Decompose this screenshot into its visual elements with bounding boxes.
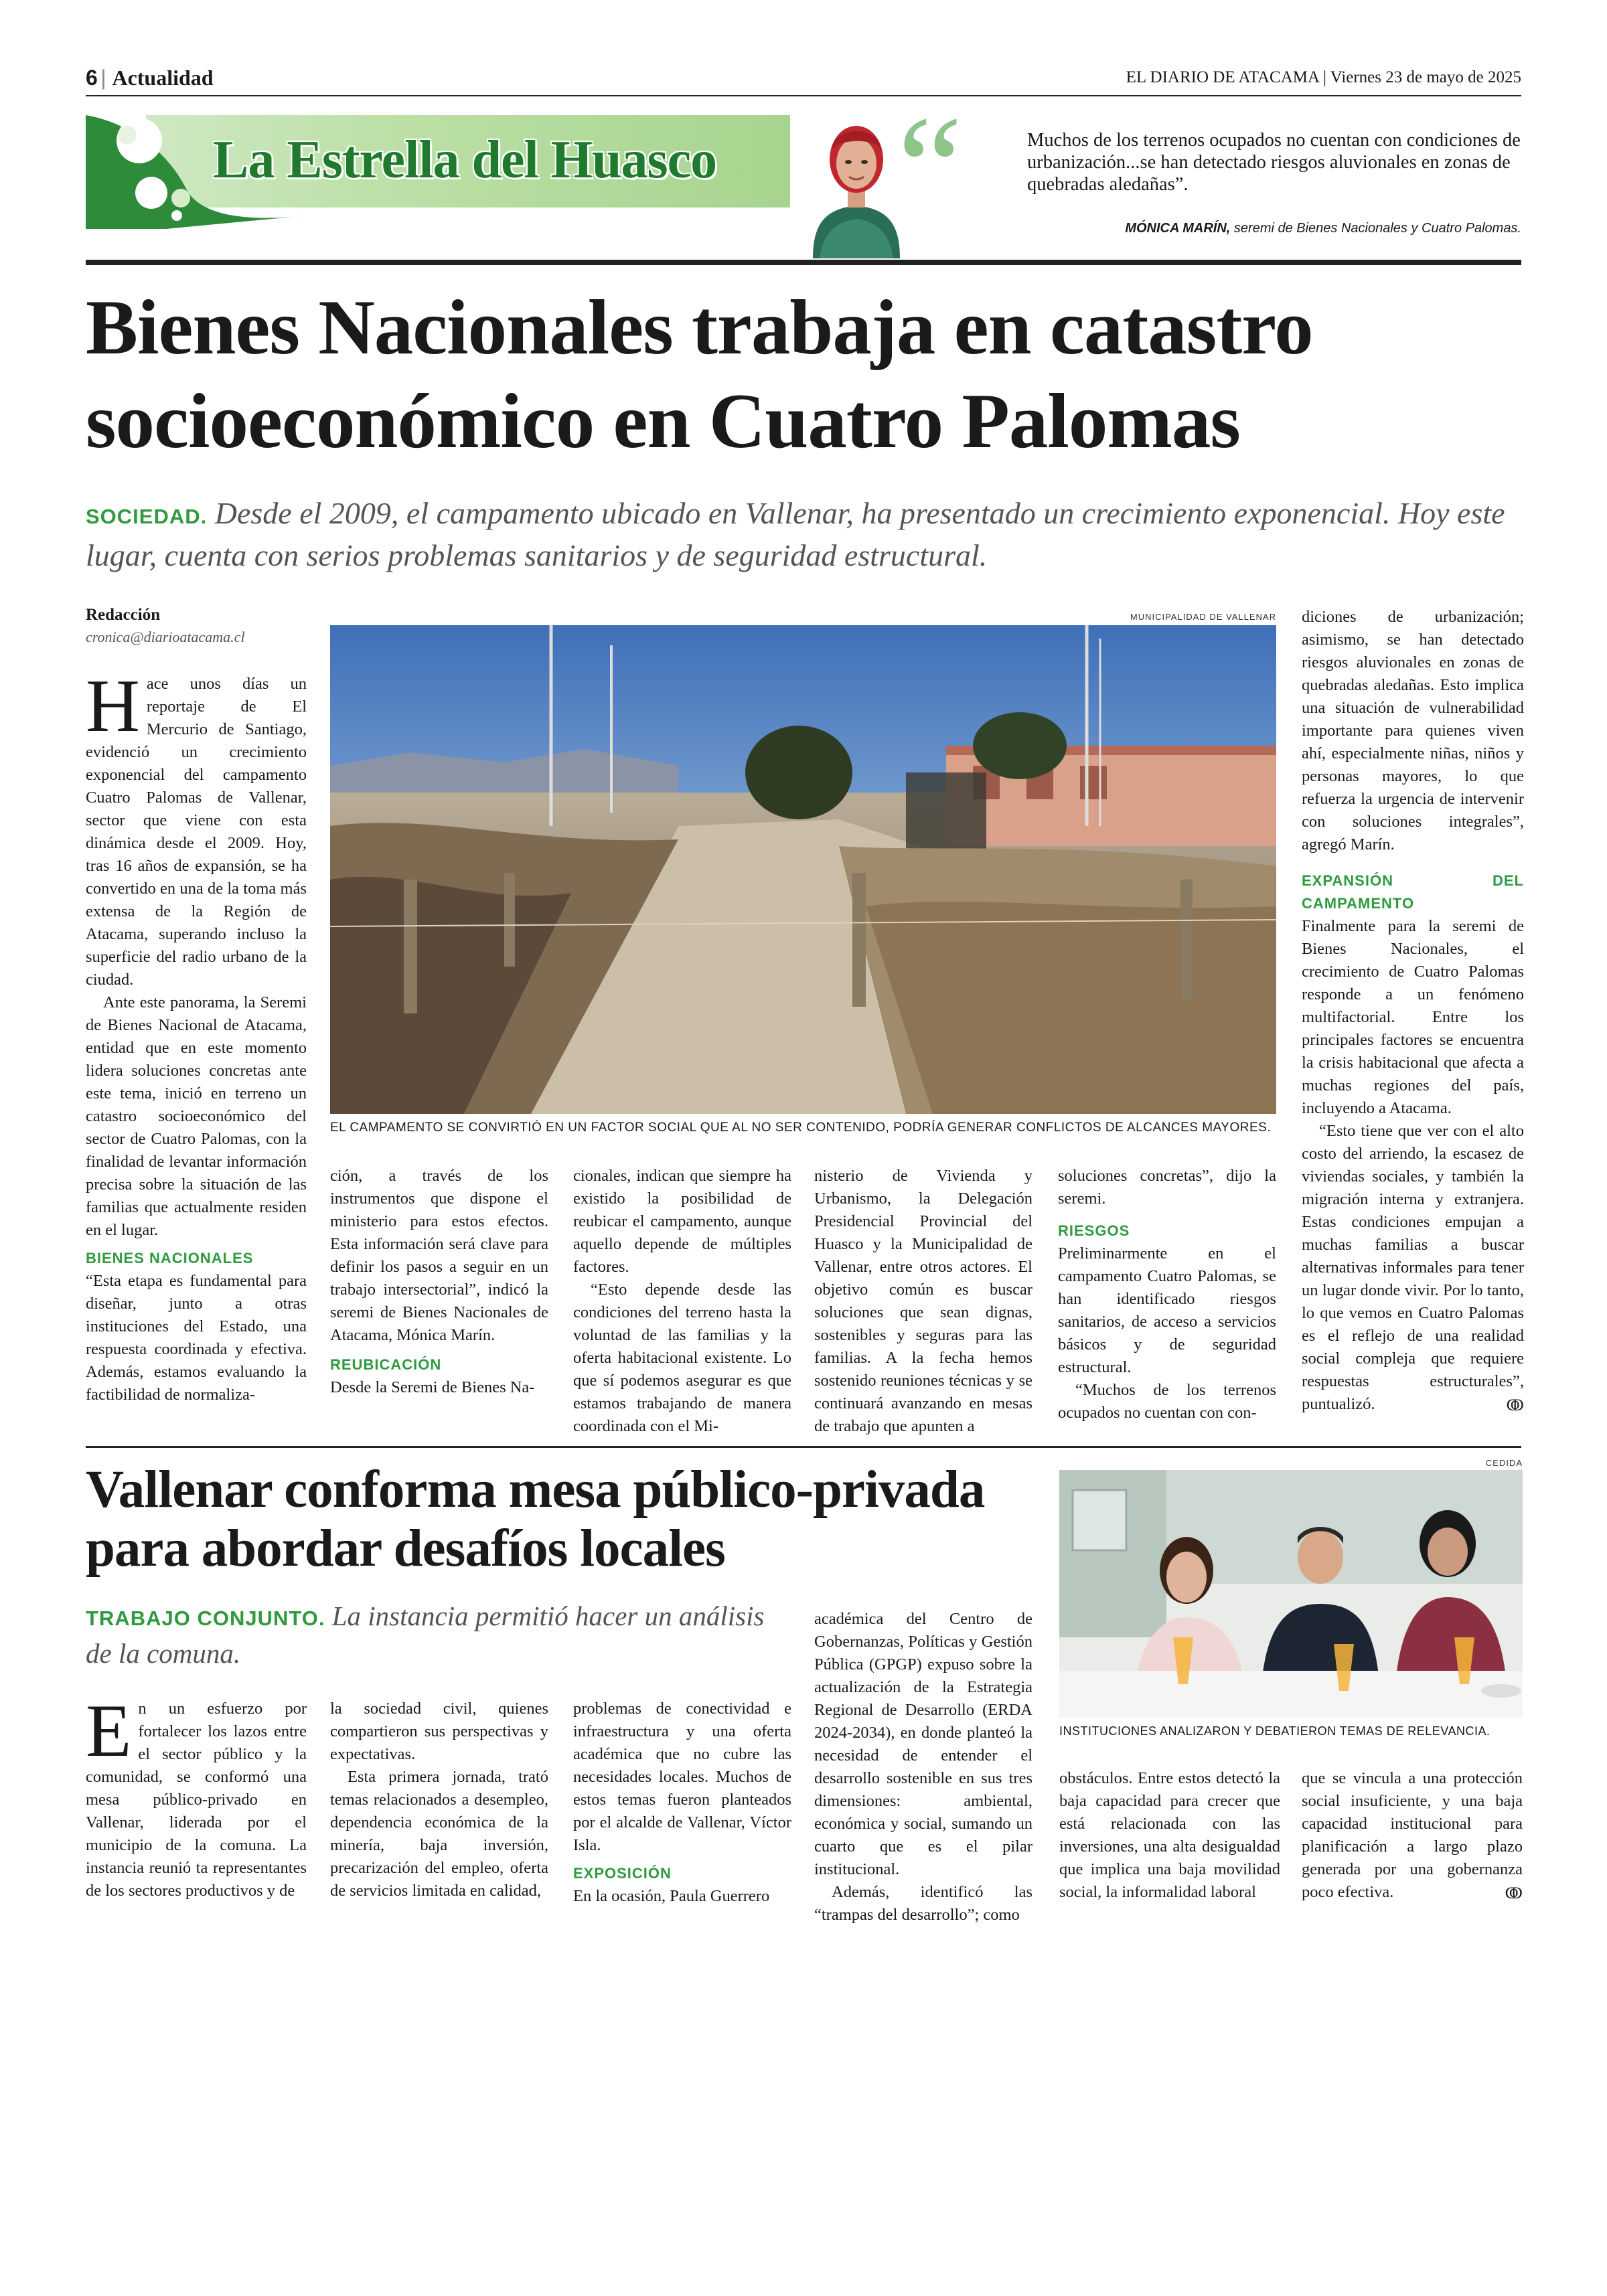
article1-kicker: SOCIEDAD.	[86, 505, 208, 528]
article1-byline	[86, 606, 245, 646]
article2-photo	[1059, 1470, 1523, 1718]
article2-headline	[86, 1461, 1063, 1578]
subhead: EXPANSIÓN DEL CAMPAMENTO	[1302, 872, 1524, 912]
end-mark-icon: ↂ	[1505, 1885, 1523, 1902]
article2-lead-text: La instancia permitió hacer un análisis de la comuna.	[86, 1601, 765, 1669]
quote-mark-icon: “	[897, 86, 963, 249]
dropcap: H	[86, 665, 140, 748]
header-rule	[86, 95, 1521, 96]
paragraph: Además, identificó las “trampas del desarrollo”; como	[814, 1883, 1032, 1924]
paragraph: ción, a través de los instrumentos que dispone el ministerio para estos efectos. Esta información será clave para definir los pasos a seguir en un trabajo intersectorial”, indicó la seremi de Bienes Nacionales de Atacama, Mónica Marín.	[330, 1167, 548, 1344]
article-separator	[86, 1446, 1521, 1448]
paragraph: obstáculos. Entre estos detectó la baja capacidad para crecer que está relacionada con las inversiones, una alta desigualdad que implica una baja movilidad social, la informalidad laboral	[1059, 1769, 1280, 1901]
brand-banner	[86, 115, 790, 229]
page-number: 6	[86, 66, 98, 90]
article2-lead	[86, 1598, 795, 1671]
article2-col4	[814, 1608, 1032, 1924]
issue-date: Viernes 23 de mayo de 2025	[1330, 68, 1521, 86]
section-name: Actualidad	[112, 66, 214, 90]
byline-email: cronica@diarioatacama.cl	[86, 629, 245, 645]
byline-author: Redacción	[86, 606, 161, 624]
paragraph: problemas de conectividad e infraestructura y una oferta académica que no cubre las necesidades locales. Muchos de estos temas fueron planteados por el alcalde de Vallenar, Víctor Isla.	[573, 1700, 791, 1854]
article2-col5	[1059, 1767, 1280, 1908]
paragraph: que se vincula a una protección social insuficiente, y una baja capacidad institucional para planificación a largo plazo generada por una gobernanza poco efectiva.	[1302, 1769, 1523, 1901]
header-separator: |	[100, 66, 112, 90]
paragraph: Preliminarmente en el campamento Cuatro Palomas, se han identificado riesgos sanitarios, de acceso a servicios básicos y de seguridad estructural.	[1058, 1244, 1276, 1376]
article1-lead-text: Desde el 2009, el campamento ubicado en Vallenar, ha presentado un crecimiento exponencial. Hoy este lugar, cuenta con serios problemas sanitarios y de seguridad estructural.	[86, 496, 1505, 572]
paragraph: académica del Centro de Gobernanzas, Políticas y Gestión Pública (GPGP) expuso sobre la actualización de la Estrategia Regional de Desarrollo (ERDA 2024-2034), en donde planteó la necesidad de entender el desarrollo sostenible en sus tres dimensiones: ambiental, económica y social, sumando un cuarto que es el pilar institucional.	[814, 1610, 1032, 1878]
article1-photo	[330, 625, 1276, 1114]
paragraph: “Esta etapa es fundamental para diseñar, junto a otras instituciones del Estado, una respuesta coordinada y efectiva. Además, estamos evaluando la factibilidad de normaliza-	[86, 1272, 307, 1404]
paragraph: diciones de urbanización; asimismo, se han detectado riesgos aluvionales en zonas de quebradas aledañas. Esto implica una situación de vulnerabilidad importante para quienes viven ahí, especialmente niñas, niños y personas mayores, lo que refuerza la urgencia de intervenir con soluciones integrales”, agregó Marín.	[1302, 608, 1524, 853]
article2-col1	[86, 1690, 307, 1905]
meeting-photo	[1059, 1470, 1523, 1718]
paragraph: Finalmente para la seremi de Bienes Nacionales, el crecimiento de Cuatro Palomas responde a un fenómeno multifactorial. Entre los principales factores se encuentra la crisis habitacional que afecta a muchas regiones del país, incluyendo a Atacama.	[1302, 917, 1524, 1117]
article1-photo-caption: EL CAMPAMENTO SE CONVIRTIÓ EN UN FACTOR SOCIAL QUE AL NO SER CONTENIDO, PODRÍA GENERAR CONFLICTOS DE ALCANCES MAYORES.	[330, 1121, 1272, 1135]
subhead: BIENES NACIONALES	[86, 1250, 254, 1266]
article2-headline-line2: para abordar desafíos locales	[86, 1520, 725, 1578]
article2-col2	[330, 1698, 548, 1905]
campamento-photo	[330, 625, 1276, 1114]
article1-col1	[86, 665, 307, 1429]
article1-col4	[814, 1165, 1032, 1435]
subhead: EXPOSICIÓN	[573, 1865, 672, 1882]
newspaper-name: EL DIARIO DE ATACAMA	[1126, 68, 1319, 86]
quote-role: seremi de Bienes Nacionales y Cuatro Palomas.	[1233, 221, 1521, 236]
masthead-quote	[1027, 129, 1523, 195]
quote-attribution	[1125, 221, 1521, 236]
paragraph: Desde la Seremi de Bienes Na-	[330, 1378, 535, 1396]
article1-photo-credit: MUNICIPALIDAD DE VALLENAR	[1130, 612, 1276, 622]
header-newspaper-date: EL DIARIO DE ATACAMA | Viernes 23 de mayo de 2025	[1126, 68, 1521, 86]
paragraph: ace unos días un reportaje de El Mercurio de Santiago, evidenció un crecimiento exponencial del campamento Cuatro Palomas de Vallenar, sector que viene con esta dinámica desde el 2009. Hoy, tras 16 años de expansión, se ha convertido en una de la toma más extensa de la Región de Atacama, superando incluso la superficie del radio urbano de la ciudad.	[86, 675, 307, 989]
masthead-rule	[86, 260, 1521, 265]
portrait-illustration	[806, 102, 907, 258]
article2-photo-credit: CEDIDA	[1485, 1458, 1523, 1468]
dropcap: E	[86, 1690, 132, 1773]
paragraph: Ante este panorama, la Seremi de Bienes Nacional de Atacama, entidad que en este momento lidera soluciones concretas ante este tema, inició en terreno un catastro socioeconómico del sector de Cuatro Palomas, con la finalidad de levantar información precisa sobre la situación de las familias que actualmente residen en el lugar.	[86, 993, 307, 1239]
article1-col3	[573, 1165, 791, 1435]
subhead: REUBICACIÓN	[330, 1356, 442, 1373]
article1-headline	[86, 281, 1521, 469]
paragraph: cionales, indican que siempre ha existido la posibilidad de reubicar el campamento, aunque aquello depende de múltiples factores.	[573, 1167, 791, 1276]
subhead: RIESGOS	[1058, 1222, 1130, 1239]
paragraph: nisterio de Vivienda y Urbanismo, la Delegación Presidencial Provincial del Huasco y la Municipalidad de Vallenar, entre otros actores. El objetivo común es buscar soluciones que sean dignas, sostenibles y seguras para las familias. A la fecha hemos sostenido reuniones técnicas y se continuará avanzando en mesas de trabajo que apunten a	[814, 1167, 1032, 1435]
paragraph: Esta primera jornada, trató temas relacionados a desempleo, dependencia económica de la minería, baja inversión, precarización del empleo, oferta de servicios limitada en calidad,	[330, 1768, 548, 1900]
article1-lead	[86, 494, 1525, 575]
paragraph: “Muchos de los terrenos ocupados no cuentan con con-	[1058, 1381, 1276, 1422]
paragraph: la sociedad civil, quienes compartieron sus perspectivas y expectativas.	[330, 1700, 548, 1763]
article2-headline-line1: Vallenar conforma mesa público-privada	[86, 1461, 985, 1519]
brand-title: La Estrella del Huasco	[213, 131, 717, 189]
paragraph: n un esfuerzo por fortalecer los lazos entre el sector público y la comunidad, se conformó una mesa público-privado en Vallenar, liderada por el municipio de la comuna. La instancia reunió ta representantes de los sectores productivos y de	[86, 1700, 307, 1900]
article1-col5	[1058, 1165, 1276, 1432]
paragraph: “Esto depende desde las condiciones del terreno hasta la voluntad de las familias y la oferta habitacional existente. Lo que sí podemos asegurar es que estamos trabajando de manera coordinada con el Mi-	[573, 1281, 791, 1435]
page-header	[86, 66, 1521, 95]
article1-col6	[1302, 606, 1524, 1436]
article1-headline-line2: socioeconómico en Cuatro Palomas	[86, 378, 1240, 465]
article2-col6	[1302, 1767, 1523, 1908]
paragraph: soluciones concretas”, dijo la seremi.	[1058, 1167, 1276, 1208]
paragraph: “Esto tiene que ver con el alto costo del arriendo, la escasez de viviendas sociales, y también la migración interna y extranjera. Estas condiciones empujan a muchas familias a buscar alternativas informales para tener un lugar donde vivir. Por lo tanto, lo que vemos en Cuatro Palomas es el reflejo de una realidad social compleja que requiere respuestas estructurales”, puntualizó.	[1302, 1122, 1524, 1413]
article1-headline-line1: Bienes Nacionales trabaja en catastro	[86, 284, 1313, 371]
article2-kicker: TRABAJO CONJUNTO.	[86, 1607, 325, 1630]
paragraph: En la ocasión, Paula Guerrero	[573, 1887, 770, 1905]
article1-col2	[330, 1165, 548, 1432]
end-mark-icon: ↂ	[1506, 1397, 1524, 1414]
quote-author: MÓNICA MARÍN,	[1125, 221, 1231, 236]
columnist-portrait	[806, 102, 907, 258]
article2-photo-caption: INSTITUCIONES ANALIZARON Y DEBATIERON TEMAS DE RELEVANCIA.	[1059, 1724, 1490, 1738]
article2-col3	[573, 1698, 791, 1905]
quote-text: Muchos de los terrenos ocupados no cuentan con condiciones de urbanización...se han detectado riesgos aluvionales en zonas de quebradas aledañas”.	[1027, 130, 1521, 195]
